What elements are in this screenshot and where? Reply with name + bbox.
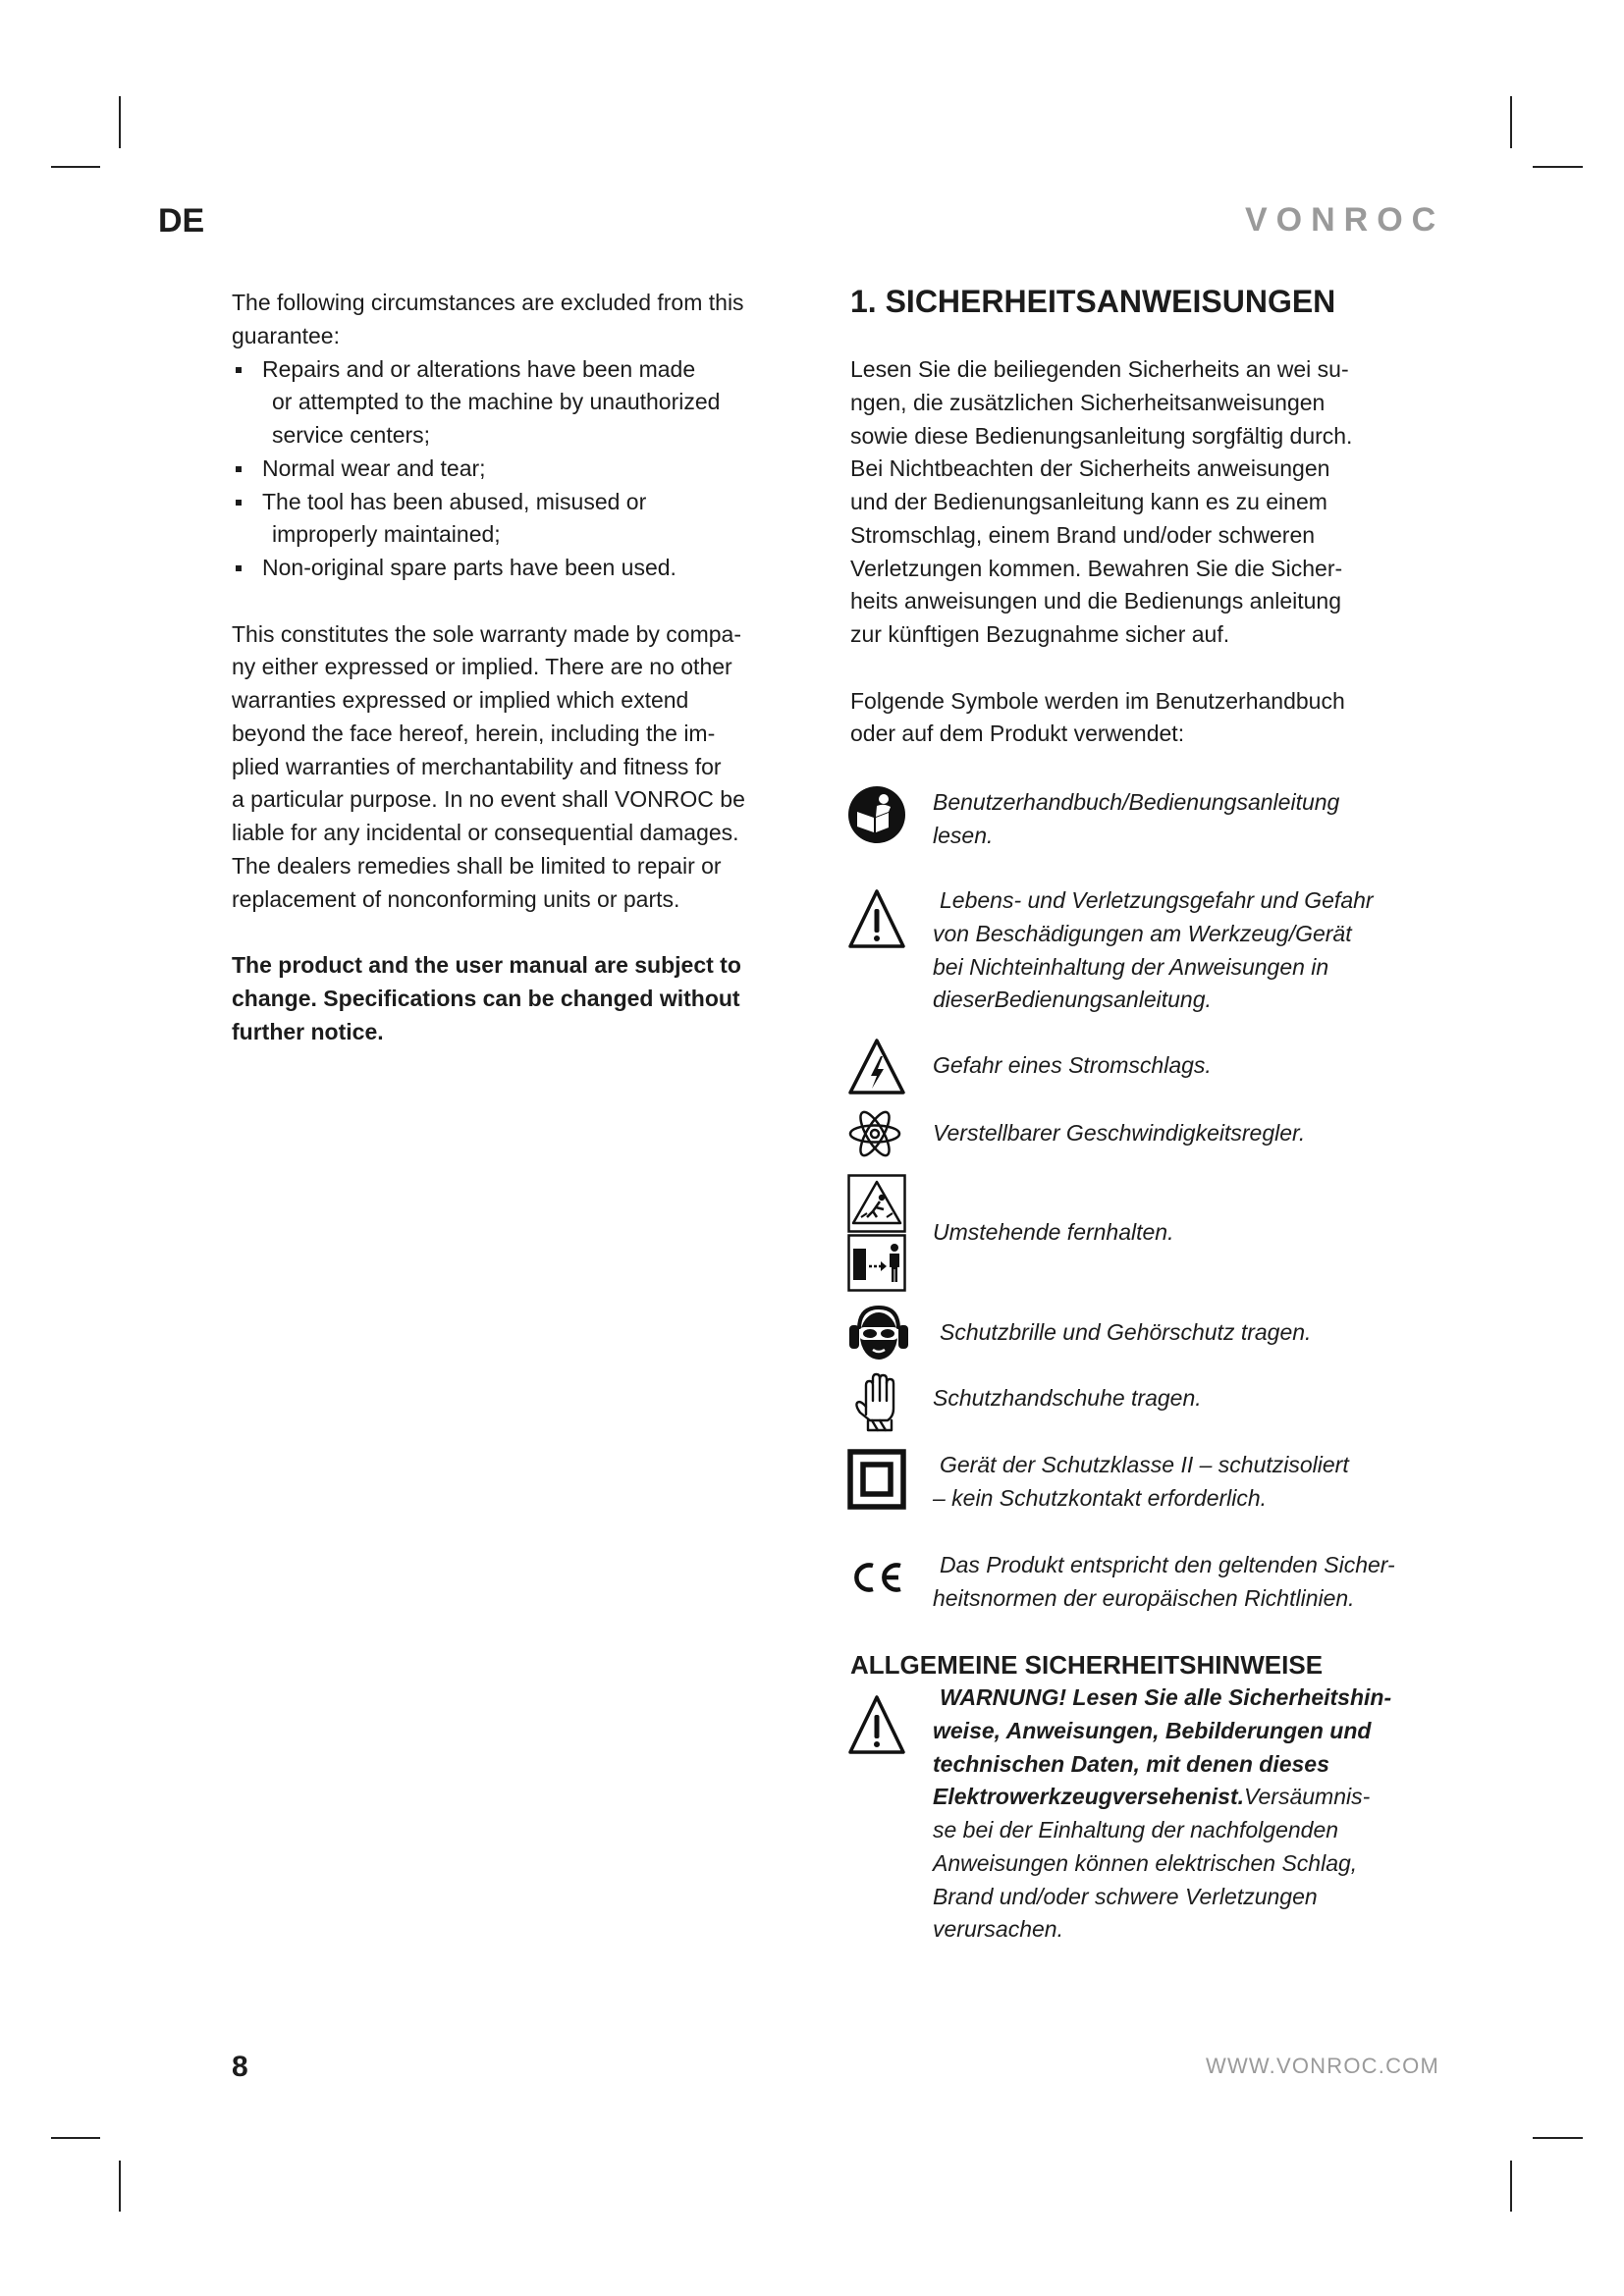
symbol-description	[933, 1449, 1349, 1516]
safety-intro	[850, 353, 1352, 751]
gloves-icon	[852, 1369, 901, 1432]
exclusions-intro-line: guarantee:	[232, 322, 340, 348]
intro-line: sowie diese Bedienungsanleitung sorgfältig durch.	[850, 422, 1353, 449]
warning-triangle-icon	[847, 1693, 906, 1756]
keep-bystanders-away-icon	[847, 1174, 906, 1292]
symbol-text-line: Gerät der Schutzklasse II – schutzisoliert	[940, 1452, 1349, 1477]
symbol-description	[933, 1382, 1202, 1415]
bullet-marker	[236, 565, 242, 571]
intro-line: ngen, die zusätzlichen Sicherheitsanweisungen	[850, 389, 1326, 415]
bullet-line: Normal wear and tear;	[262, 454, 486, 481]
intro-line: zur künftigen Bezugnahme sicher auf.	[850, 621, 1230, 647]
symbol-text-line: Das Produkt entspricht den geltenden Sicher-	[940, 1552, 1395, 1577]
warning-line: technischen Daten, mit denen dieses	[933, 1750, 1329, 1777]
symbol-text-line: dieserBedienungsanleitung.	[933, 987, 1212, 1013]
website-url: WWW.VONROC.COM	[1206, 2054, 1439, 2078]
symbol-text-line: heitsnormen der europäischen Richtlinien.	[933, 1584, 1355, 1611]
crop-mark	[1533, 166, 1583, 168]
notice-line: The product and the user manual are subject to	[232, 952, 741, 978]
crop-mark	[51, 166, 100, 168]
crop-mark	[119, 96, 121, 148]
warning-line	[933, 1781, 1391, 1814]
general-warning-text	[933, 1682, 1391, 1947]
goggles-ear-protection-icon	[847, 1304, 910, 1362]
symbol-text-line: Lebens- und Verletzungsgefahr und Gefahr	[940, 887, 1374, 913]
bullet-line: service centers;	[272, 422, 431, 448]
intro-line: Stromschlag, einem Brand und/oder schweren	[850, 521, 1316, 548]
change-notice-paragraph	[232, 949, 745, 1048]
warning-bold-tail: Elektrowerkzeugversehenist.	[933, 1784, 1245, 1810]
symbol-text-line: Schutzhandschuhe tragen.	[933, 1385, 1202, 1411]
brand-logo: VONROC	[1245, 201, 1445, 239]
speed-control-icon	[847, 1107, 902, 1160]
notice-line: change. Specifications can be changed without	[232, 985, 740, 1011]
symbol-text-line: Schutzbrille und Gehörschutz tragen.	[940, 1319, 1312, 1345]
read-manual-icon	[847, 785, 906, 844]
warning-line: verursachen.	[933, 1916, 1063, 1943]
symbols-intro-line: oder auf dem Produkt verwendet:	[850, 721, 1185, 747]
symbol-text-line: Verstellbarer Geschwindigkeitsregler.	[933, 1120, 1306, 1146]
warranty-line: This constitutes the sole warranty made by compa-	[232, 620, 742, 647]
warranty-line: warranties expressed or implied which extend	[232, 687, 689, 713]
symbol-text-line: von Beschädigungen am Werkzeug/Gerät	[933, 920, 1352, 946]
electric-shock-icon	[847, 1037, 906, 1095]
bullet-line: The tool has been abused, misused or	[262, 488, 647, 514]
safety-intro-paragraph	[850, 353, 1352, 652]
warranty-section	[232, 287, 745, 1048]
warning-continuation: Versäumnis-	[1244, 1784, 1371, 1810]
exclusion-bullet-item	[232, 486, 745, 553]
symbol-description	[933, 884, 1374, 1017]
ce-mark-icon	[847, 1561, 906, 1594]
warning-line: Brand und/oder schwere Verletzungen	[933, 1883, 1318, 1909]
warning-line: weise, Anweisungen, Bebilderungen und	[933, 1717, 1372, 1743]
symbol-text-line: lesen.	[933, 822, 994, 848]
crop-mark	[1510, 2161, 1512, 2212]
symbol-text-line: bei Nichteinhaltung der Anweisungen in	[933, 953, 1329, 980]
symbol-text-line: Umstehende fernhalten.	[933, 1219, 1174, 1245]
warning-line: Anweisungen können elektrischen Schlag,	[933, 1849, 1358, 1876]
section-heading: 1. SICHERHEITSANWEISUNGEN	[850, 284, 1336, 319]
warning-line: WARNUNG! Lesen Sie alle Sicherheitshin-	[940, 1684, 1392, 1710]
symbol-description	[933, 786, 1339, 853]
notice-line: further notice.	[232, 1018, 384, 1044]
warning-line: se bei der Einhaltung der nachfolgenden	[933, 1817, 1339, 1842]
bullet-line: Non-original spare parts have been used.	[262, 555, 677, 580]
warranty-line: replacement of nonconforming units or parts.	[232, 885, 680, 912]
bullet-line: Repairs and or alterations have been made	[262, 355, 696, 382]
exclusion-bullet-item	[232, 552, 745, 585]
intro-line: Lesen Sie die beiliegenden Sicherheits an wei su-	[850, 356, 1349, 382]
general-safety-heading: ALLGEMEINE SICHERHEITSHINWEISE	[850, 1650, 1324, 1680]
symbol-description	[933, 1216, 1174, 1250]
symbol-text-line: Benutzerhandbuch/Bedienungsanleitung	[933, 789, 1340, 815]
warranty-line: ny either expressed or implied. There are no other	[232, 654, 732, 680]
intro-line: heits anweisungen und die Bedienungs anleitung	[850, 588, 1342, 614]
warning-triangle-icon	[847, 887, 906, 950]
exclusion-bullet-item	[232, 353, 745, 453]
symbol-description	[933, 1316, 1311, 1350]
warranty-line: liable for any incidental or consequential damages.	[232, 820, 739, 845]
crop-mark	[51, 2137, 100, 2139]
page-number: 8	[232, 2051, 248, 2083]
intro-line: Bei Nichtbeachten der Sicherheits anweisungen	[850, 455, 1330, 482]
class-ii-insulation-icon	[847, 1449, 906, 1510]
bullet-line: improperly maintained;	[272, 521, 501, 548]
symbol-text-line: – kein Schutzkontakt erforderlich.	[933, 1484, 1268, 1511]
crop-mark	[1510, 96, 1512, 148]
bullet-marker	[236, 500, 242, 506]
bullet-marker	[236, 466, 242, 472]
warranty-line: plied warranties of merchantability and fitness for	[232, 753, 722, 779]
bullet-line: or attempted to the machine by unauthorized	[272, 389, 721, 415]
crop-mark	[119, 2161, 121, 2212]
warranty-line: beyond the face hereof, herein, including the im-	[232, 720, 716, 746]
language-code: DE	[158, 202, 205, 240]
warranty-line: a particular purpose. In no event shall VONROC be	[232, 786, 745, 813]
exclusion-bullet-item	[232, 453, 745, 486]
symbol-text-line: Gefahr eines Stromschlags.	[933, 1052, 1212, 1078]
symbol-description	[933, 1049, 1212, 1083]
exclusions-intro-line: The following circumstances are excluded from this	[232, 290, 744, 315]
symbol-description	[933, 1549, 1395, 1616]
warranty-line: The dealers remedies shall be limited to repair or	[232, 852, 722, 879]
crop-mark	[1533, 2137, 1583, 2139]
intro-line: Verletzungen kommen. Bewahren Sie die Sicher-	[850, 555, 1343, 581]
symbols-intro-paragraph	[850, 685, 1352, 752]
symbols-intro-line: Folgende Symbole werden im Benutzerhandbuch	[850, 687, 1345, 714]
bullet-marker	[236, 367, 242, 373]
symbol-description	[933, 1117, 1305, 1150]
intro-line: und der Bedienungsanleitung kann es zu einem	[850, 489, 1327, 514]
warranty-paragraph	[232, 618, 745, 917]
